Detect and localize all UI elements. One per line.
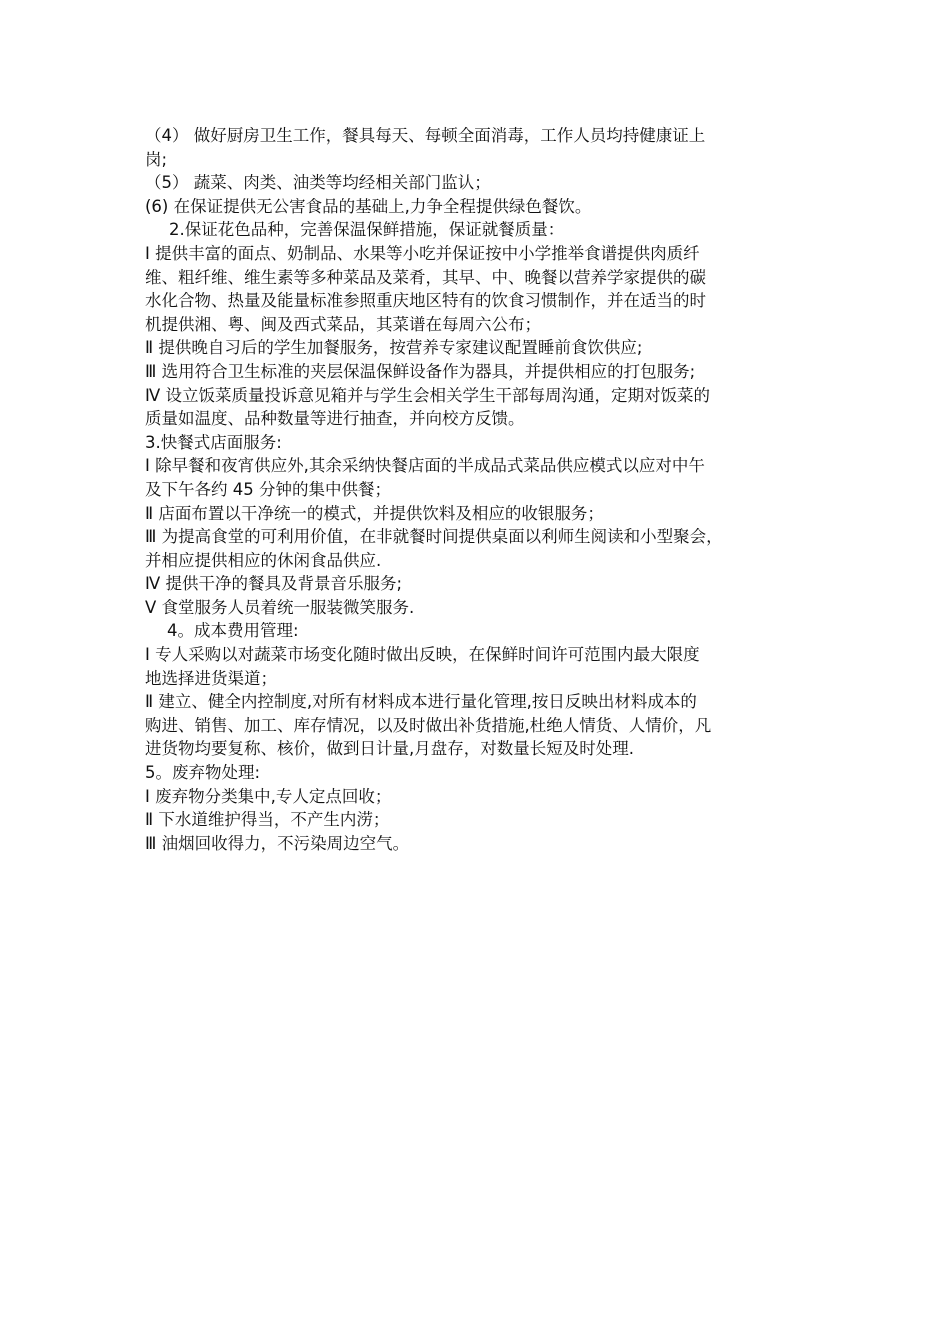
paragraph-line: 及下午各约 45 分钟的集中供餐； [145, 479, 391, 499]
paragraph-line: Ⅰ 除早餐和夜宵供应外,其余采纳快餐店面的半成品式菜品供应模式以应对中午 [145, 456, 705, 476]
section-heading-5: 5。废弃物处理: [145, 763, 261, 783]
section-heading-2: 2.保证花色品种，完善保温保鲜措施，保证就餐质量： [169, 220, 565, 240]
paragraph-line: （5） 蔬菜、肉类、油类等均经相关部门监认； [145, 173, 491, 193]
paragraph-line: 地选择进货渠道； [145, 668, 277, 688]
paragraph-line: Ⅱ 提供晚自习后的学生加餐服务，按营养专家建议配置睡前食饮供应; [145, 338, 643, 358]
paragraph-line: 质量如温度、品种数量等进行抽查，并向校方反馈。 [145, 409, 525, 429]
paragraph-line: 水化合物、热量及能量标准参照重庆地区特有的饮食习惯制作，并在适当的时 [145, 291, 706, 311]
paragraph-line: Ⅱ 店面布置以干净统一的模式，并提供饮料及相应的收银服务； [145, 503, 604, 523]
paragraph-line: Ⅲ 为提高食堂的可利用价值，在非就餐时间提供桌面以利师生阅读和小型聚会， [145, 527, 723, 547]
paragraph-line: Ⅳ 提供干净的餐具及背景音乐服务; [145, 574, 403, 594]
paragraph-line: 岗; [145, 149, 168, 169]
paragraph-line: Ⅰ 提供丰富的面点、奶制品、水果等小吃并保证按中小学推举食谱提供肉质纤 [145, 243, 700, 263]
section-heading-4: 4。成本费用管理: [167, 621, 299, 641]
paragraph-line: Ⅴ 食堂服务人员着统一服装微笑服务. [145, 597, 415, 617]
paragraph-line: 购进、销售、加工、库存情况，以及时做出补货措施,杜绝人情货、人情价，凡 [145, 715, 712, 735]
paragraph-line: Ⅱ 下水道维护得当，不产生内涝； [145, 810, 390, 830]
paragraph-line: Ⅱ 建立、健全内控制度,对所有材料成本进行量化管理,按日反映出材料成本的 [145, 692, 697, 712]
paragraph-line: Ⅳ 设立饭菜质量投诉意见箱并与学生会相关学生干部每周沟通，定期对饭菜的 [145, 385, 710, 405]
paragraph-line: Ⅲ 油烟回收得力，不污染周边空气。 [145, 833, 410, 853]
paragraph-line: 维、粗纤维、维生素等多种菜品及菜肴，其早、中、晚餐以营养学家提供的碳 [145, 267, 706, 287]
paragraph-line: 进货物均要复称、核价，做到日计量,月盘存，对数量长短及时处理. [145, 739, 634, 759]
paragraph-line: 机提供湘、粤、闽及西式菜品，其菜谱在每周六公布； [145, 314, 541, 334]
paragraph-line: Ⅰ 废弃物分类集中,专人定点回收； [145, 786, 392, 806]
paragraph-line: 并相应提供相应的休闲食品供应. [145, 550, 382, 570]
paragraph-line: Ⅲ 选用符合卫生标准的夹层保温保鲜设备作为器具，并提供相应的打包服务; [145, 361, 696, 381]
paragraph-line: （4） 做好厨房卫生工作，餐具每天、每顿全面消毒，工作人员均持健康证上 [145, 126, 706, 145]
paragraph-line: Ⅰ 专人采购以对蔬菜市场变化随时做出反映，在保鲜时间许可范围内最大限度 [145, 645, 700, 665]
document-page [145, 124, 825, 855]
section-heading-3: 3.快餐式店面服务: [145, 432, 282, 452]
paragraph-line: (6) 在保证提供无公害食品的基础上,力争全程提供绿色餐饮。 [145, 196, 592, 216]
